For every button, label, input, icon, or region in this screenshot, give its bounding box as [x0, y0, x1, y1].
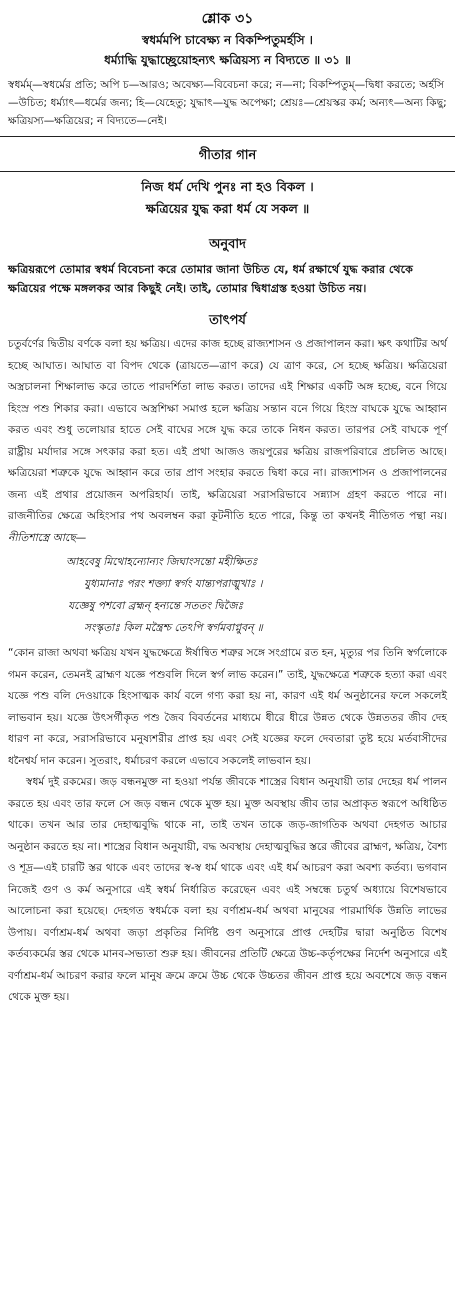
- sloka-line: সংস্কৃতাঃ কিল মন্ত্রৈশ্চ তেঽপি স্বর্গমবাপ্নুবন্ ॥: [84, 622, 263, 634]
- purport-heading: তাৎপর্য: [209, 313, 246, 328]
- purport-paragraph: স্বধর্ম দুই রকমের। জড় বন্ধনমুক্ত না হওয়া পর্যন্ত জীবকে শাস্ত্রের বিধান অনুযায়ী তার দেহের ধর্ম পালন করতে হয় এবং তার ফলে সে জড় বন্ধন থেকে মুক্ত হয়। মুক্ত অবস্থায় জীব তার অপ্রাকৃত স্বরূপে অধিষ্ঠিত থাকে। তখন আর তার দেহাত্মবুদ্ধি থাকে না, তাই তখন তাকে জড়-জাগতিক অথবা দেহগত আচার অনুষ্ঠান করতে হয় না। শাস্ত্রের বিধান অনুযায়ী, বদ্ধ অবস্থায় দেহাত্মবুদ্ধির স্তরে জীবের ব্রাহ্মণ, ক্ষত্রিয়, বৈশ্য ও শূদ্র—এই চারটি স্তর থাকে এবং তাদের স্ব-স্ব ধর্ম থাকে এবং এই ধর্ম আচরণ করা অবশ্য কর্তব্য। ভগবান নিজেই গুণ ও কর্ম অনুসারে এই স্বধর্ম নির্ধারিত করেছেন এবং এই সম্বন্ধে চতুর্থ অধ্যায়ে বিশেষভাবে আলোচনা করা হয়েছে। দেহগত স্বধর্মকে বলা হয় বর্ণাশ্রম-ধর্ম অথবা মানুষের পারমার্থিক উন্নতি লাভের উপায়। বর্ণাশ্রম-ধর্ম অথবা জড়া প্রকৃতির নির্দিষ্ট গুণ অনুসারে প্রাপ্ত দেহটির দ্বারা অনুষ্ঠিত বিশেষ কর্তব্যকর্মের স্তর থেকে মানব-সভ্যতা শুরু হয়। জীবনের প্রতিটি ক্ষেত্রে উচ্চ-কর্তৃপক্ষের নির্দেশ অনুসারে এই বর্ণাশ্রম-ধর্ম আচরণ করার ফলে মানুষ ক্রমে ক্রমে উচ্চ থেকে উচ্চতর জীবন প্রাপ্ত হয়ে অবশেষে জড় বন্ধন থেকে মুক্ত হয়।: [8, 776, 447, 1003]
- sloka-line: আহবেষু মিথোহন্যোন্যং জিঘাংসন্তো মহীক্ষিতঃ: [66, 556, 258, 568]
- song-line: ক্ষত্রিয়ের যুদ্ধ করা ধর্ম যে সকল ॥: [145, 201, 310, 216]
- song-heading: গীতার গান: [198, 148, 257, 163]
- translation-heading: অনুবাদ: [209, 237, 246, 252]
- verse-text: [0, 30, 455, 70]
- sloka-line: যুধ্যমানাঃ পরং শক্ত্যা স্বর্গং যান্ত্যপরাঙ্মুখাঃ ।: [84, 578, 263, 590]
- section-divider: [0, 171, 455, 172]
- sloka-line: যজ্ঞেষু পশবো ব্রহ্মন্ হন্যন্তে সততং দ্বিজৈঃ: [68, 600, 244, 612]
- purport-para1: চতুর্বর্ণের দ্বিতীয় বর্ণকে বলা হয় ক্ষত্রিয়। এদের কাজ হচ্ছে রাজ্যশাসন ও প্রজাপালন করা। ক্ষৎ কথাটির অর্থ হচ্ছে আঘাত। আঘাত বা বিপদ থেকে (ত্রায়তে—ত্রাণ করে) যে ত্রাণ করে, সে হচ্ছে ক্ষত্রিয়। ক্ষত্রিয়েরা অস্ত্রচালনা শিক্ষালাভ করে তাতে পারদর্শিতা লাভ করত। তাদের এই শিক্ষার একটি অঙ্গ হচ্ছে, বনে গিয়ে হিংস্র পশু শিকার করা। এভাবে অস্ত্রশিক্ষা সমাপ্ত হলে ক্ষত্রিয় সন্তান বনে গিয়ে হিংস্র বাঘকে যুদ্ধে আহ্বান করত এবং শুধু তলোয়ার হাতে সেই বাঘের সঙ্গে যুদ্ধ করে তাকে নিধন করত। তারপর সেই বাঘকে পূর্ণ রাষ্ট্রীয় মর্যাদার সঙ্গে সৎকার করা হত। এই প্রথা আজও জয়পুরের ক্ষত্রিয় রাজপরিবারে প্রচলিত আছে। ক্ষত্রিয়েরা শত্রুকে যুদ্ধে আহ্বান করে তার প্রাণ সংহার করতে দ্বিধা করে না। রাজ্যশাসন ও প্রজাপালনের জন্য এই প্রথার প্রয়োজন অপরিহার্য। তাই, ক্ষত্রিয়েরা সরাসরিভাবে সন্ন্যাস গ্রহণ করতে পারে না। রাজনীতির ক্ষেত্রে অহিংসার পথ অবলম্বন করা কূটনীতি হতে পারে, কিন্তু তা কখনই নীতিগত পন্থা নয়।: [8, 338, 447, 522]
- verse-line: স্বধর্মমপি চাবেক্ষ্য ন বিকম্পিতুমর্হসি ।: [142, 33, 313, 47]
- translation-text: ক্ষত্রিয়রূপে তোমার স্বধর্ম বিবেচনা করে তোমার জানা উচিত যে, ধর্ম রক্ষার্থে যুদ্ধ করার থেকে ক্ষত্রিয়ের পক্ষে মঙ্গলকর আর কিছুই নেই। তাই, তোমার দ্বিধাগ্রস্ত হওয়া উচিত নয়।: [8, 263, 413, 295]
- verse-title: শ্লোক ৩১: [201, 11, 254, 27]
- purport-paragraph: [0, 334, 455, 549]
- verse-line: ধর্ম্যাদ্ধি যুদ্ধাচ্ছ্রেয়োহন্যৎ ক্ষত্রিয়স্য ন বিদ্যতে ॥ ৩১ ॥: [104, 53, 351, 67]
- song-line: নিজ ধর্ম দেখি পুনঃ না হও বিকল ।: [141, 179, 314, 194]
- word-meanings: স্বধর্মম্—স্বধর্মের প্রতি; অপি চ—আরও; অবেক্ষ্য—বিবেচনা করে; ন—না; বিকম্পিতুম্—দ্বিধা করতে; অর্হসি—উচিত; ধর্ম্যাৎ—ধর্মের জন্য; হি—যেহেতু; যুদ্ধাৎ—যুদ্ধ অপেক্ষা; শ্রেয়ঃ—শ্রেয়স্কর কর্ম; অন্যৎ—অন্য কিছু; ক্ষত্রিয়স্য—ক্ষত্রিয়ের; ন বিদ্যতে—নেই।: [8, 79, 447, 127]
- song-text: [0, 176, 455, 220]
- quote-intro: নীতিশাস্ত্রে আছে—: [8, 531, 87, 544]
- quoted-sloka: [0, 551, 455, 639]
- section-divider: [0, 136, 455, 137]
- purport-paragraph: “কোন রাজা অথবা ক্ষত্রিয় যখন যুদ্ধক্ষেত্রে ঈর্ষান্বিত শত্রুর সঙ্গে সংগ্রামে রত হন, মৃত্যুর পর তিনি স্বর্গলোকে গমন করেন, তেমনই ব্রাহ্মণ যজ্ঞে পশুবলি দিলে স্বর্গ লাভ করেন।” তাই, যুদ্ধক্ষেত্রে শত্রুকে হত্যা করা এবং যজ্ঞে পশু বলি দেওয়াকে হিংসাত্মক কার্য বলে গণ্য করা হয় না, কারণ এই ধর্ম অনুষ্ঠানের ফলে সকলেই লাভবান হয়। যজ্ঞে উৎসর্গীকৃত পশু জৈব বিবর্তনের মাধ্যমে ধীরে ধীরে উন্নত থেকে উন্নততর জীব দেহ ধারণ না করে, সরাসরিভাবে মনুষ্যশরীর প্রাপ্ত হয় এবং সেই যজ্ঞের ফলে দেবতারা তুষ্ট হয়ে মর্তবাসীদের ধনৈশ্বর্য দান করেন। সুতরাং, ধর্মাচরণ করলে এভাবে সকলেই লাভবান হয়।: [8, 647, 447, 767]
